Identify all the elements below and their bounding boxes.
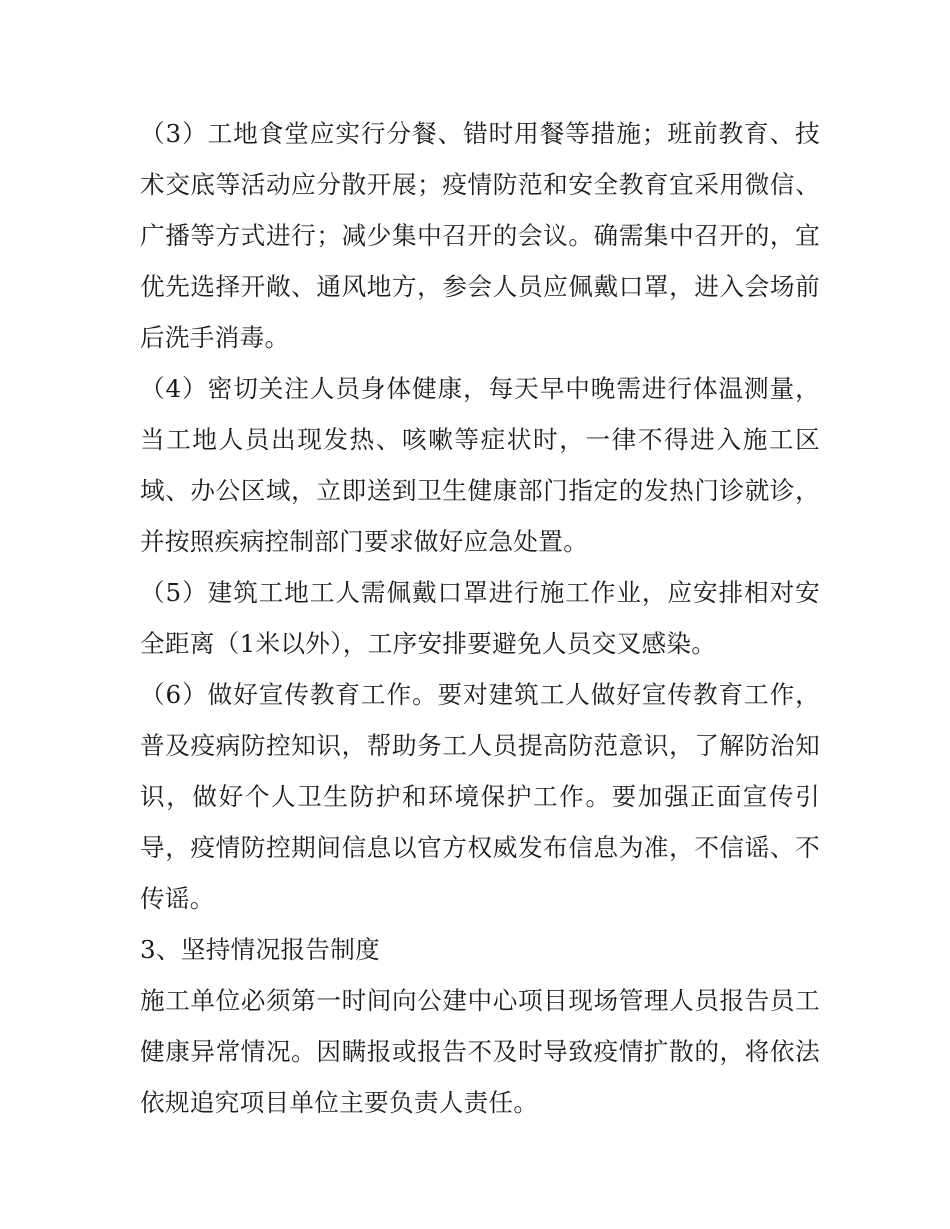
paragraph-reporting-system: 施工单位必须第一时间向公建中心项目现场管理人员报告员工健康异常情况。因瞒报或报告不及时导致疫情扩散的，将依法依规追究项目单位主要负责人责任。 xyxy=(140,986,820,1117)
paragraph-mask-distance: （5）建筑工地工人需佩戴口罩进行施工作业，应安排相对安全距离（1米以外），工序安排要避免人员交叉感染。 xyxy=(140,578,820,658)
paragraph-canteen-measures: （3）工地食堂应实行分餐、错时用餐等措施；班前教育、技术交底等活动应分散开展；疫情防范和安全教育宜采用微信、广播等方式进行；减少集中召开的会议。确需集中召开的，宜优先选择开敞、通风地方，参会人员应佩戴口罩，进入会场前后洗手消毒。 xyxy=(140,119,820,352)
paragraph-health-monitoring: （4）密切关注人员身体健康，每天早中晚需进行体温测量，当工地人员出现发热、咳嗽等症状时，一律不得进入施工区域、办公区域，立即送到卫生健康部门指定的发热门诊就诊，并按照疾病控制部门要求做好应急处置。 xyxy=(140,374,820,556)
section-heading-reporting: 3、坚持情况报告制度 xyxy=(140,935,380,964)
paragraph-publicity-education: （6）做好宣传教育工作。要对建筑工人做好宣传教育工作，普及疫病防控知识，帮助务工人员提高防范意识，了解防治知识，做好个人卫生防护和环境保护工作。要加强正面宣传引导，疫情防控期间信息以官方权威发布信息为准，不信谣、不传谣。 xyxy=(140,680,820,913)
document-body xyxy=(140,108,820,1128)
